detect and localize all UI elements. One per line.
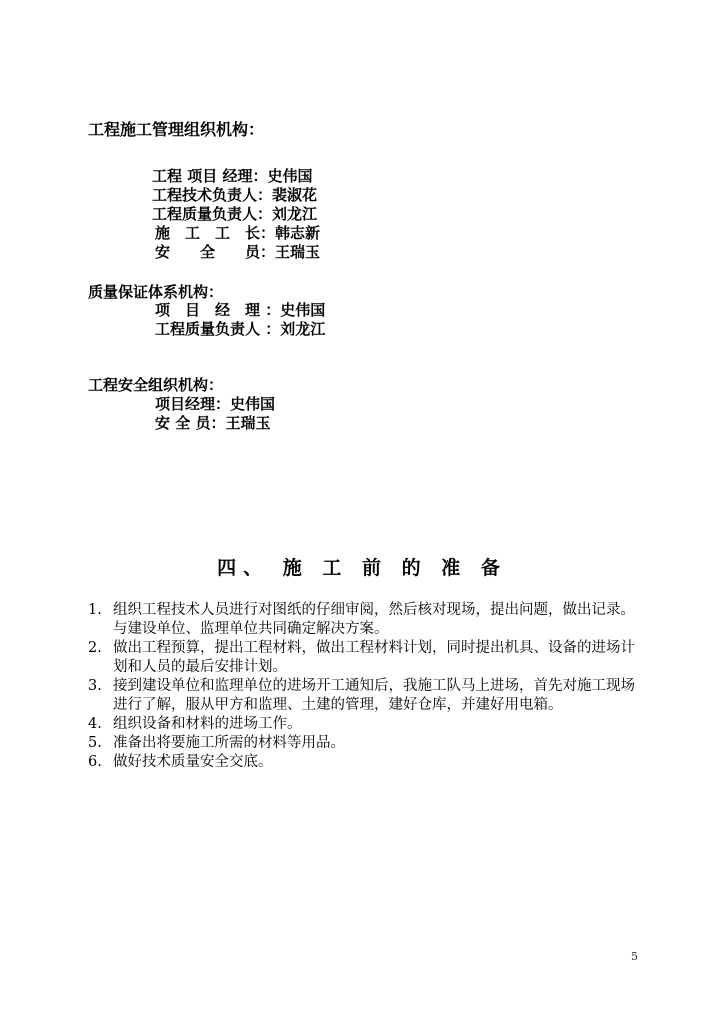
list-item — [88, 715, 648, 734]
list-item-number: 5. — [88, 735, 102, 751]
list-item-number: 6. — [88, 754, 102, 770]
safety-org-entry: 安 全 员：王瑞玉 — [155, 414, 271, 432]
construction-org-entry: 工程质量负责人：刘龙江 — [152, 205, 318, 223]
list-item-text: 做出工程预算，提出工程材料，做出工程材料计划，同时提出机具、设备的进场计划和人员的最后安排计划。 — [113, 640, 635, 675]
list-item-number: 1. — [88, 602, 102, 618]
list-item-text: 组织设备和材料的进场工作。 — [113, 716, 302, 732]
quality-org-heading: 质量保证体系机构： — [88, 283, 224, 301]
list-item-number: 4. — [88, 716, 102, 732]
construction-org-entry: 工程技术负责人：裴淑花 — [152, 186, 318, 204]
list-item-number: 3. — [88, 678, 102, 694]
list-item — [88, 601, 648, 639]
list-item — [88, 639, 648, 677]
construction-org-heading: 工程施工管理组织机构： — [88, 120, 265, 139]
page-number: 5 — [631, 950, 638, 963]
list-item-number: 2. — [88, 640, 102, 656]
construction-org-entry: 施 工 工 长：韩志新 — [155, 224, 321, 242]
preparation-list — [88, 601, 648, 772]
construction-org-entry: 安 全 员：王瑞玉 — [155, 243, 321, 261]
construction-org-entry: 工程 项目 经理：史伟国 — [152, 167, 313, 185]
list-item — [88, 753, 648, 772]
list-item — [88, 677, 648, 715]
list-item-text: 准备出将要施工所需的材料等用品。 — [113, 735, 345, 751]
list-item-text: 做好技术质量安全交底。 — [113, 754, 273, 770]
safety-org-entry: 项目经理：史伟国 — [155, 395, 276, 413]
list-item-text: 接到建设单位和监理单位的进场开工通知后，我施工队马上进场，首先对施工现场进行了解，服从甲方和监理、土建的管理，建好仓库，并建好用电箱。 — [113, 678, 635, 713]
quality-org-entry: 项 目 经 理 ：史伟国 — [155, 301, 326, 319]
safety-org-heading: 工程安全组织机构： — [88, 376, 224, 394]
list-item — [88, 734, 648, 753]
quality-org-entry: 工程质量负责人 ：刘龙江 — [155, 320, 326, 338]
chapter-title: 四、 施 工 前 的 准 备 — [217, 557, 507, 579]
list-item-text: 组织工程技术人员进行对图纸的仔细审阅，然后核对现场，提出问题，做出记录。与建设单位、监理单位共同确定解决方案。 — [113, 602, 635, 637]
